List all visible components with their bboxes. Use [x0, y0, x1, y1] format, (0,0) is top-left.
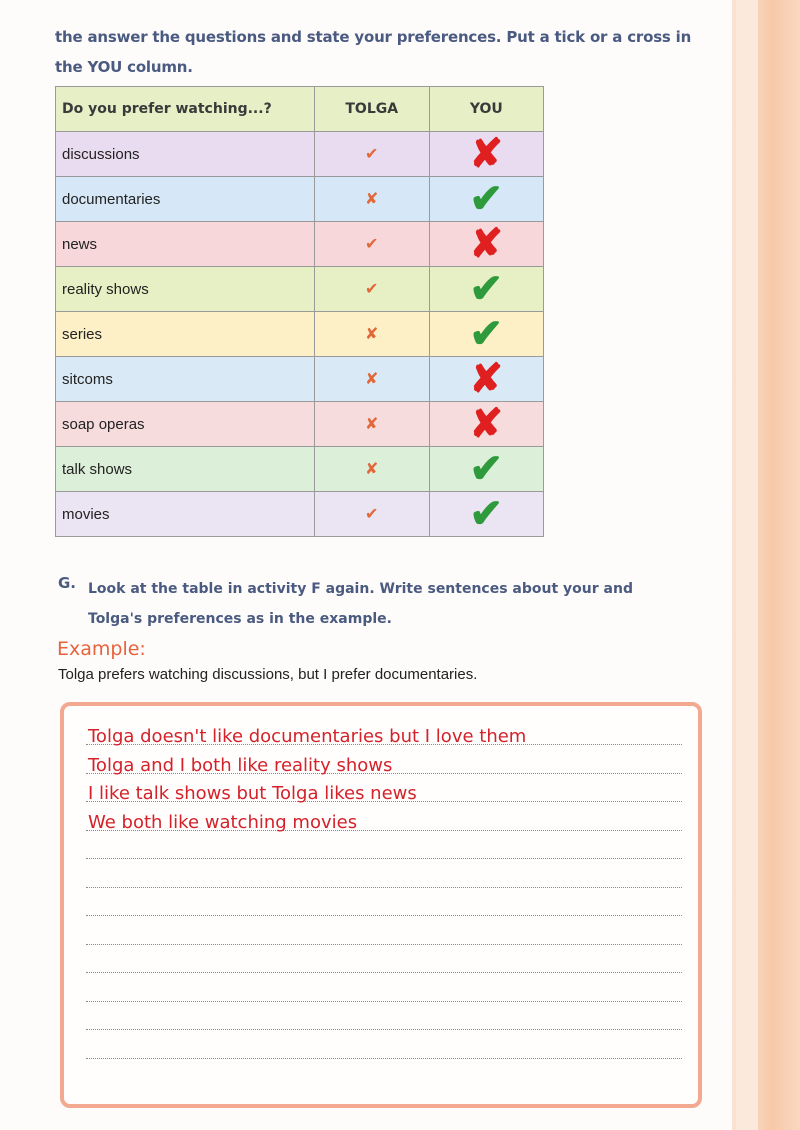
you-cross-icon: ✘: [469, 357, 504, 401]
you-cross-icon: ✘: [469, 222, 504, 266]
writing-line[interactable]: [86, 944, 682, 945]
handwritten-answer: Tolga and I both like reality shows: [88, 754, 393, 776]
tolga-cell: [314, 132, 429, 177]
you-cell[interactable]: [429, 267, 543, 312]
table-row: [56, 267, 544, 312]
activity-g-instructions: Look at the table in activity F again. Write sentences about your and Tolga's preferences as in the example.: [88, 581, 633, 627]
instructions-line-2: the YOU column.: [55, 58, 193, 76]
table-row: [56, 447, 544, 492]
tolga-cross-icon: ✘: [365, 371, 379, 388]
writing-line[interactable]: [86, 1058, 682, 1059]
tolga-cell: [314, 177, 429, 222]
row-label: soap operas: [56, 402, 315, 447]
instructions-line-1: the answer the questions and state your preferences. Put a tick or a cross in: [55, 28, 692, 46]
tolga-tick-icon: ✔: [365, 281, 379, 298]
tolga-cell: [314, 402, 429, 447]
row-label: documentaries: [56, 177, 315, 222]
example-sentence: Tolga prefers watching discussions, but I prefer documentaries.: [58, 666, 478, 683]
you-cell[interactable]: [429, 177, 543, 222]
table-row: [56, 357, 544, 402]
you-tick-icon: ✔: [469, 492, 504, 536]
table-row: [56, 177, 544, 222]
writing-line[interactable]: [86, 915, 682, 916]
you-cell[interactable]: [429, 447, 543, 492]
handwritten-answer: I like talk shows but Tolga likes news: [88, 783, 417, 804]
writing-line[interactable]: [86, 1029, 682, 1030]
header-tolga: TOLGA: [314, 87, 429, 132]
tolga-cell: [314, 312, 429, 357]
you-cell[interactable]: [429, 312, 543, 357]
tolga-tick-icon: ✔: [365, 146, 379, 163]
table-row: [56, 222, 544, 267]
header-you: YOU: [429, 87, 543, 132]
writing-line[interactable]: [86, 887, 682, 888]
tolga-cross-icon: ✘: [365, 326, 379, 343]
table-row: [56, 492, 544, 537]
tolga-cell: [314, 447, 429, 492]
writing-line[interactable]: [86, 972, 682, 973]
table-row: [56, 402, 544, 447]
row-label: discussions: [56, 132, 315, 177]
you-tick-icon: ✔: [469, 267, 504, 311]
table-row: [56, 132, 544, 177]
tolga-cell: [314, 222, 429, 267]
row-label: movies: [56, 492, 315, 537]
you-cell[interactable]: [429, 132, 543, 177]
tolga-cross-icon: ✘: [365, 461, 379, 478]
you-cell[interactable]: [429, 222, 543, 267]
tolga-cell: [314, 267, 429, 312]
activity-instructions: [55, 22, 715, 82]
table-header-row: [56, 87, 544, 132]
tolga-cell: [314, 492, 429, 537]
row-label: series: [56, 312, 315, 357]
tolga-cross-icon: ✘: [365, 416, 379, 433]
row-label: sitcoms: [56, 357, 315, 402]
table-row: [56, 312, 544, 357]
writing-line[interactable]: [86, 858, 682, 859]
writing-line[interactable]: [86, 1001, 682, 1002]
you-cell[interactable]: [429, 402, 543, 447]
row-label: news: [56, 222, 315, 267]
example-label: Example:: [57, 638, 146, 660]
tolga-tick-icon: ✔: [365, 236, 379, 253]
row-label: talk shows: [56, 447, 315, 492]
you-cell[interactable]: [429, 357, 543, 402]
you-tick-icon: ✔: [469, 312, 504, 356]
handwritten-answer: We both like watching movies: [88, 811, 358, 833]
you-cell[interactable]: [429, 492, 543, 537]
page-edge-band-inner: [736, 0, 758, 1130]
tolga-cell: [314, 357, 429, 402]
you-cross-icon: ✘: [469, 402, 504, 446]
tolga-tick-icon: ✔: [365, 506, 379, 523]
header-question: Do you prefer watching...?: [56, 87, 315, 132]
row-label: reality shows: [56, 267, 315, 312]
you-cross-icon: ✘: [469, 132, 504, 176]
preferences-table: [55, 86, 544, 537]
you-tick-icon: ✔: [469, 447, 504, 491]
tolga-cross-icon: ✘: [365, 191, 379, 208]
handwritten-answer: Tolga doesn't like documentaries but I love them: [88, 726, 527, 747]
activity-g-label: G.: [58, 574, 77, 592]
you-tick-icon: ✔: [469, 177, 504, 221]
